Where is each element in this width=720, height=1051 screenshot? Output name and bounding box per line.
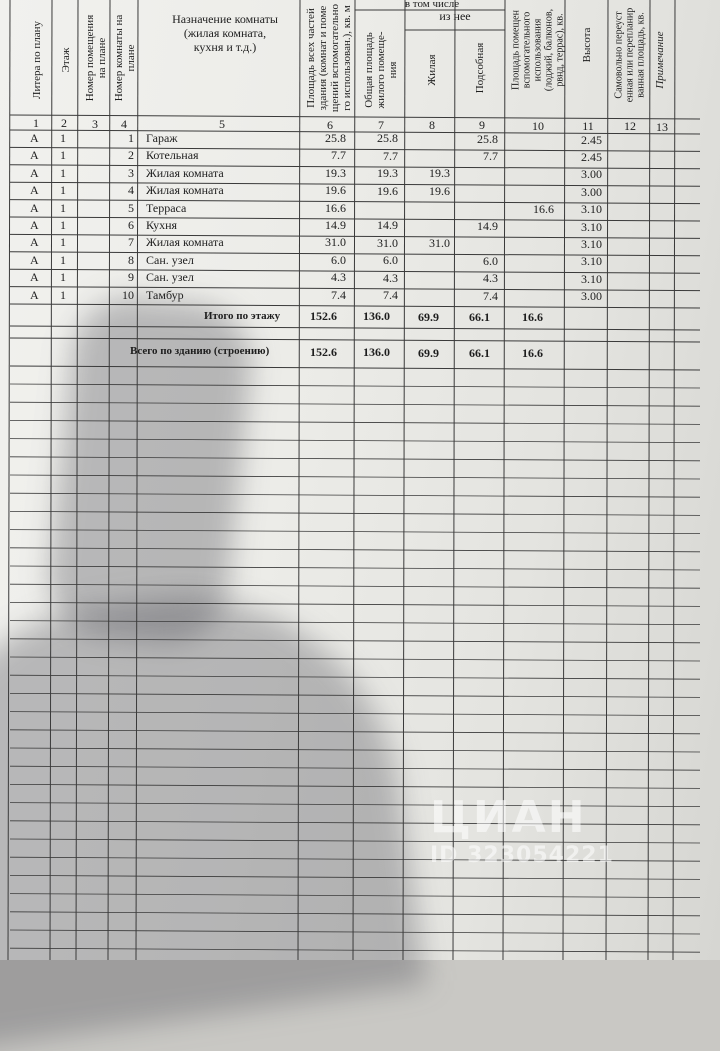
building-total-c10: 16.6: [522, 346, 543, 360]
header-premise-number: Номер помещения на плане: [84, 14, 108, 102]
cell-floor: 1: [60, 218, 66, 232]
cell-name: Тамбур: [146, 287, 184, 302]
cell-c9: 25.8: [477, 131, 498, 146]
header-group-of-which: из нее: [439, 9, 471, 23]
cell-lit: А: [30, 235, 39, 250]
floor-total-c6: 152.6: [310, 309, 337, 323]
cell-lit: А: [30, 165, 39, 180]
cell-c6: 7.4: [331, 287, 346, 302]
cell-floor: 1: [60, 131, 66, 145]
cell-c7: 14.9: [377, 218, 398, 233]
cell-c6: 25.8: [325, 131, 346, 146]
cell-c8: 31.0: [429, 236, 450, 251]
column-number: 2: [61, 116, 67, 131]
cell-room: 3: [128, 165, 134, 180]
cell-name: Жилая комната: [146, 235, 224, 250]
column-number: 12: [624, 119, 636, 134]
cell-lit: А: [30, 287, 39, 302]
cell-c11: 3.00: [581, 184, 602, 199]
cell-name: Сан. узел: [146, 252, 194, 267]
cell-c6: 7.7: [331, 148, 346, 163]
cell-room: 8: [128, 252, 134, 267]
cell-c9: 14.9: [477, 218, 498, 233]
cell-room: 7: [128, 235, 134, 250]
cell-c7: 7.4: [383, 287, 398, 302]
column-number: 11: [582, 119, 594, 133]
building-total-c8: 69.9: [418, 346, 439, 360]
cell-c9: 4.3: [483, 271, 498, 286]
watermark-id: ID 323054221: [430, 843, 614, 868]
header-room-purpose: Назначение комнаты (жилая комната, кухня и т.д.): [172, 12, 278, 54]
cell-c9: 7.7: [483, 149, 498, 164]
header-floor: Этаж: [60, 47, 72, 73]
cell-c7: 4.3: [383, 270, 398, 285]
cell-lit: А: [30, 252, 39, 267]
header-living-total: Общая площадь жилого помеще- ния: [363, 31, 399, 109]
header-note: Примечание: [654, 31, 666, 89]
cell-lit: А: [30, 131, 39, 145]
floor-total-c8: 69.9: [418, 310, 439, 324]
cell-room: 10: [122, 287, 134, 302]
cell-c11: 3.10: [581, 271, 602, 286]
building-total-label: Всего по зданию (строению): [130, 345, 270, 357]
header-litera: Литера по плану: [31, 21, 43, 99]
column-number: 13: [656, 119, 668, 134]
cell-floor: 1: [60, 270, 66, 285]
cell-name: Кухня: [146, 218, 178, 232]
column-number: 3: [92, 116, 98, 131]
cell-lit: А: [30, 148, 39, 163]
cell-c7: 31.0: [377, 235, 398, 250]
column-number: 10: [532, 118, 544, 133]
cell-c7: 25.8: [377, 131, 398, 146]
cell-c6: 6.0: [331, 252, 346, 267]
cell-floor: 1: [60, 252, 66, 267]
column-number: 6: [327, 117, 333, 132]
cell-c11: 2.45: [581, 150, 602, 164]
floor-total-c10: 16.6: [522, 310, 543, 324]
header-room-number: Номер комнаты на плане: [113, 14, 137, 102]
watermark-logo: ЦИАН: [430, 792, 587, 843]
cell-c9: 6.0: [483, 253, 498, 268]
column-number: 9: [479, 118, 485, 133]
cell-room: 5: [128, 200, 134, 215]
header-living: Жилая: [426, 54, 438, 86]
building-total-c7: 136.0: [363, 345, 390, 359]
cell-c10: 16.6: [533, 201, 554, 216]
cell-c7: 6.0: [383, 253, 398, 268]
column-number: 5: [219, 117, 225, 132]
cell-name: Гараж: [146, 131, 178, 145]
cell-c11: 3.10: [581, 237, 602, 251]
cell-c11: 2.45: [581, 132, 602, 147]
column-number: 8: [429, 118, 435, 133]
cell-c11: 3.10: [581, 219, 602, 234]
cell-lit: А: [30, 270, 39, 285]
header-auxiliary-area: Площадь помещен вспомогательного использования (лоджий, балконов, рвнд, террас), кв.: [510, 8, 566, 92]
cell-floor: 1: [60, 148, 66, 163]
cell-c11: 3.00: [581, 167, 602, 182]
cell-c6: 31.0: [325, 235, 346, 250]
cell-c8: 19.6: [429, 183, 450, 198]
cell-name: Сан. узел: [146, 270, 194, 285]
column-number: 1: [33, 116, 39, 130]
floor-total-c9: 66.1: [469, 310, 490, 324]
cell-c6: 4.3: [331, 270, 346, 285]
cell-floor: 1: [60, 200, 66, 215]
cell-c9: 7.4: [483, 288, 498, 303]
cell-floor: 1: [60, 183, 66, 198]
cell-c7: 19.6: [377, 183, 398, 198]
cell-c6: 19.6: [325, 183, 346, 198]
cell-c11: 3.00: [581, 289, 602, 304]
cell-name: Котельная: [146, 148, 199, 163]
cell-lit: А: [30, 218, 39, 232]
cell-name: Жилая комната: [146, 183, 224, 198]
column-number: 7: [378, 117, 384, 132]
cell-floor: 1: [60, 287, 66, 302]
cell-c8: 19.3: [429, 166, 450, 181]
header-total-area: Площадь всех частей здания (комнат и поме щений вспомогательно го использован.), кв. м: [305, 3, 353, 113]
floor-total-c7: 136.0: [363, 309, 390, 323]
floor-total-label: Итого по этажу: [204, 310, 281, 322]
cell-room: 4: [128, 183, 134, 198]
cell-name: Терраса: [146, 200, 187, 215]
cell-floor: 1: [60, 165, 66, 180]
header-utility: Подсобная: [474, 42, 486, 94]
cell-c11: 3.10: [581, 254, 602, 269]
cell-c6: 14.9: [325, 218, 346, 233]
cell-c7: 7.7: [383, 148, 398, 163]
header-group-in-total: в том числе: [404, 0, 460, 10]
building-total-c9: 66.1: [469, 346, 490, 360]
header-height: Высота: [581, 27, 593, 63]
cell-lit: А: [30, 183, 39, 198]
cell-room: 1: [128, 131, 134, 145]
cell-c6: 19.3: [325, 165, 346, 180]
cell-lit: А: [30, 200, 39, 215]
header-unauthorized-area: Самовольно переуст енная или перепланир ванная площадь, кв.: [613, 7, 647, 103]
building-total-c6: 152.6: [310, 345, 337, 359]
cell-name: Жилая комната: [146, 165, 224, 180]
cell-floor: 1: [60, 235, 66, 250]
cell-room: 6: [128, 218, 134, 232]
cell-c6: 16.6: [325, 200, 346, 215]
column-number: 4: [121, 116, 127, 131]
cell-c11: 3.10: [581, 202, 602, 217]
cell-room: 2: [128, 148, 134, 163]
cell-c7: 19.3: [377, 166, 398, 181]
cell-room: 9: [128, 270, 134, 285]
